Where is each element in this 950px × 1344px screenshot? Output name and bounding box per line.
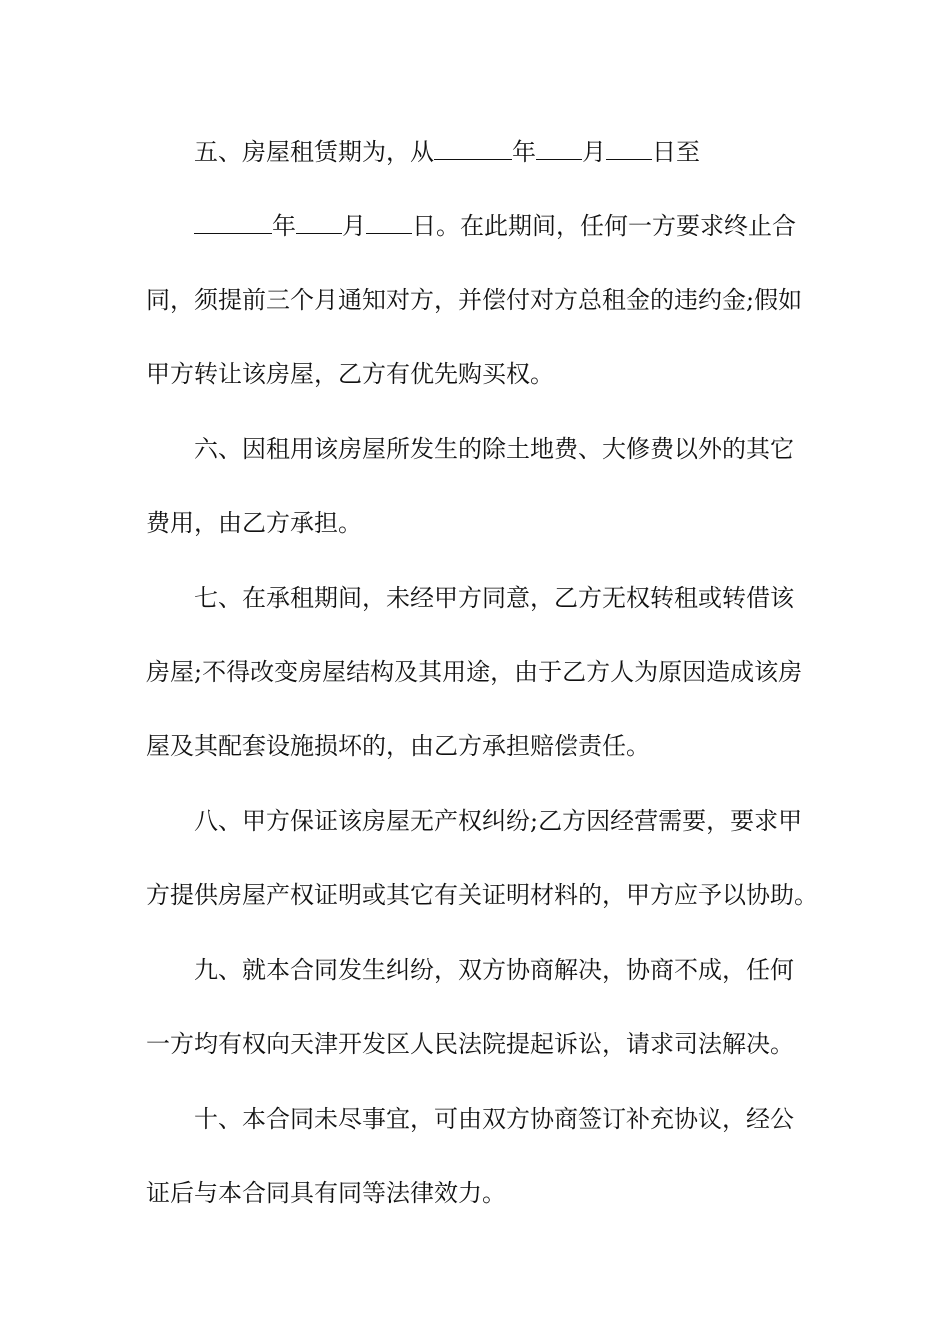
clause-8-line-2: 方提供房屋产权证明或其它有关证明材料的，甲方应予以协助。 <box>146 881 818 909</box>
day-to-label: 日至 <box>652 138 700 166</box>
end-year-blank <box>194 211 272 234</box>
clause-7-line-1: 七、在承租期间，未经甲方同意，乙方无权转租或转借该 <box>194 584 794 612</box>
year-label: 年 <box>512 138 536 166</box>
month-blank <box>536 137 582 160</box>
end-day-blank <box>366 211 412 234</box>
clause-7-line-3: 屋及其配套设施损坏的，由乙方承担赔偿责任。 <box>146 732 650 760</box>
clause-6-line-1: 六、因租用该房屋所发生的除土地费、大修费以外的其它 <box>194 435 794 463</box>
clause-5-line-1 <box>194 136 864 168</box>
clause-5-line-4: 甲方转让该房屋，乙方有优先购买权。 <box>146 360 554 388</box>
clause-5-line-3: 同，须提前三个月通知对方，并偿付对方总租金的违约金;假如 <box>146 286 803 314</box>
end-month-blank <box>296 211 342 234</box>
end-month-label: 月 <box>342 212 366 240</box>
month-label: 月 <box>582 138 606 166</box>
clause-7-line-2: 房屋;不得改变房屋结构及其用途，由于乙方人为原因造成该房 <box>146 658 803 686</box>
clause-5-text: 五、房屋租赁期为，从 <box>194 138 434 166</box>
clause-10-line-2: 证后与本合同具有同等法律效力。 <box>146 1179 506 1207</box>
clause-9-line-2: 一方均有权向天津开发区人民法院提起诉讼，请求司法解决。 <box>146 1030 794 1058</box>
clause-6-line-2: 费用，由乙方承担。 <box>146 509 362 537</box>
end-year-label: 年 <box>272 212 296 240</box>
clause-5-continuation: 日。在此期间，任何一方要求终止合 <box>412 212 796 240</box>
clause-10-line-1: 十、本合同未尽事宜，可由双方协商签订补充协议，经公 <box>194 1105 794 1133</box>
day-blank <box>606 137 652 160</box>
clause-9-line-1: 九、就本合同发生纠纷，双方协商解决，协商不成，任何 <box>194 956 794 984</box>
clause-8-line-1: 八、甲方保证该房屋无产权纠纷;乙方因经营需要，要求甲 <box>194 807 803 835</box>
clause-5-line-2 <box>194 210 864 242</box>
year-blank <box>434 137 512 160</box>
